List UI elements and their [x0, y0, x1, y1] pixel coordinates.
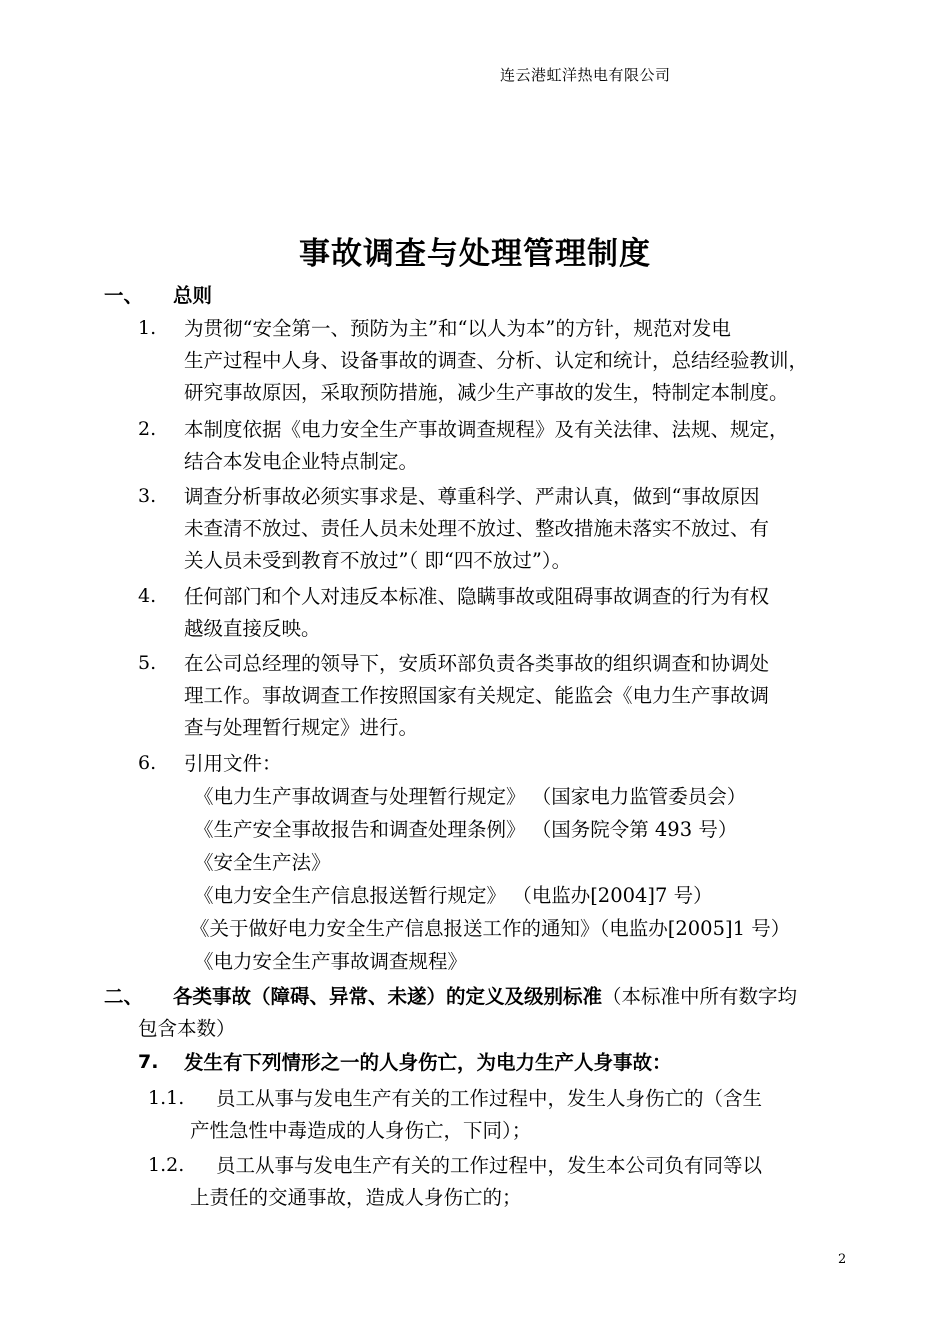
- section-2-heading-line-1: [173, 987, 797, 1007]
- item-1-number: 1.: [138, 317, 157, 339]
- section-2-number: 二、: [104, 985, 144, 1008]
- item-4-number: 4.: [138, 585, 157, 607]
- reference-4: 《电力安全生产信息报送暂行规定》 （电监办[2004]7 号）: [194, 884, 713, 907]
- item-6-line-1: 引用文件：: [184, 752, 282, 775]
- reference-1: 《电力生产事故调查与处理暂行规定》 （国家电力监管委员会）: [194, 785, 747, 808]
- item-5-number: 5.: [138, 652, 157, 674]
- item-5-line-1: 在公司总经理的领导下，安质环部负责各类事故的组织调查和协调处: [184, 652, 770, 675]
- item-3-line-1: 调查分析事故必须实事求是、尊重科学、严肃认真，做到“事故原因: [184, 485, 760, 508]
- subitem-1-2-line-1: 员工从事与发电生产有关的工作过程中，发生本公司负有同等以: [216, 1154, 763, 1177]
- item-7-number: 7.: [138, 1051, 159, 1073]
- section-2-heading-note: （本标准中所有数字均: [602, 985, 798, 1008]
- section-2-heading-line-2: 包含本数）: [138, 1017, 236, 1040]
- document-title: 事故调查与处理管理制度: [299, 236, 651, 272]
- section-1-heading: 总则: [173, 284, 213, 307]
- subitem-1-1-line-2: 产性急性中毒造成的人身伤亡，下同）；: [190, 1119, 532, 1142]
- item-4-line-1: 任何部门和个人对违反本标准、隐瞒事故或阻碍事故调查的行为有权: [184, 585, 770, 608]
- subitem-1-2-line-2: 上责任的交通事故，造成人身伤亡的；: [190, 1186, 522, 1209]
- item-4-line-2: 越级直接反映。: [184, 617, 321, 640]
- page-number: 2: [838, 1252, 847, 1267]
- section-1-number: 一、: [104, 284, 144, 307]
- reference-3: 《安全生产法》: [194, 851, 331, 874]
- subitem-1-2-number: 1.2.: [148, 1154, 185, 1176]
- item-2-line-2: 结合本发电企业特点制定。: [184, 450, 419, 473]
- reference-2: 《生产安全事故报告和调查处理条例》 （国务院令第 493 号）: [194, 818, 738, 841]
- item-2-line-1: 本制度依据《电力安全生产事故调查规程》及有关法律、法规、规定，: [184, 418, 789, 441]
- item-3-number: 3.: [138, 485, 157, 507]
- item-2-number: 2.: [138, 418, 157, 440]
- reference-5: 《关于做好电力安全生产信息报送工作的通知》（电监办[2005]1 号）: [190, 917, 791, 940]
- item-5-line-3: 查与处理暂行规定》进行。: [184, 716, 419, 739]
- reference-6: 《电力安全生产事故调查规程》: [194, 950, 468, 973]
- item-1-line-2: 生产过程中人身、设备事故的调查、分析、认定和统计，总结经验教训，: [184, 349, 809, 372]
- subitem-1-1-line-1: 员工从事与发电生产有关的工作过程中，发生人身伤亡的（含生: [216, 1087, 763, 1110]
- section-2-heading: 各类事故（障碍、异常、未遂）的定义及级别标准: [173, 985, 603, 1008]
- subitem-1-1-number: 1.1.: [148, 1087, 185, 1109]
- item-1-line-1: 为贯彻“安全第一、预防为主”和“以人为本”的方针，规范对发电: [184, 317, 731, 340]
- header-company-name: 连云港虹洋热电有限公司: [500, 66, 671, 84]
- item-6-number: 6.: [138, 752, 157, 774]
- item-3-line-3: 关人员未受到教育不放过”（ 即“四不放过”）。: [184, 549, 572, 572]
- item-1-line-3: 研究事故原因，采取预防措施，减少生产事故的发生，特制定本制度。: [184, 381, 789, 404]
- item-5-line-2: 理工作。事故调查工作按照国家有关规定、能监会《电力生产事故调: [184, 684, 770, 707]
- item-3-line-2: 未查清不放过、责任人员未处理不放过、整改措施未落实不放过、有: [184, 517, 770, 540]
- item-7-text: 发生有下列情形之一的人身伤亡，为电力生产人身事故：: [184, 1051, 672, 1074]
